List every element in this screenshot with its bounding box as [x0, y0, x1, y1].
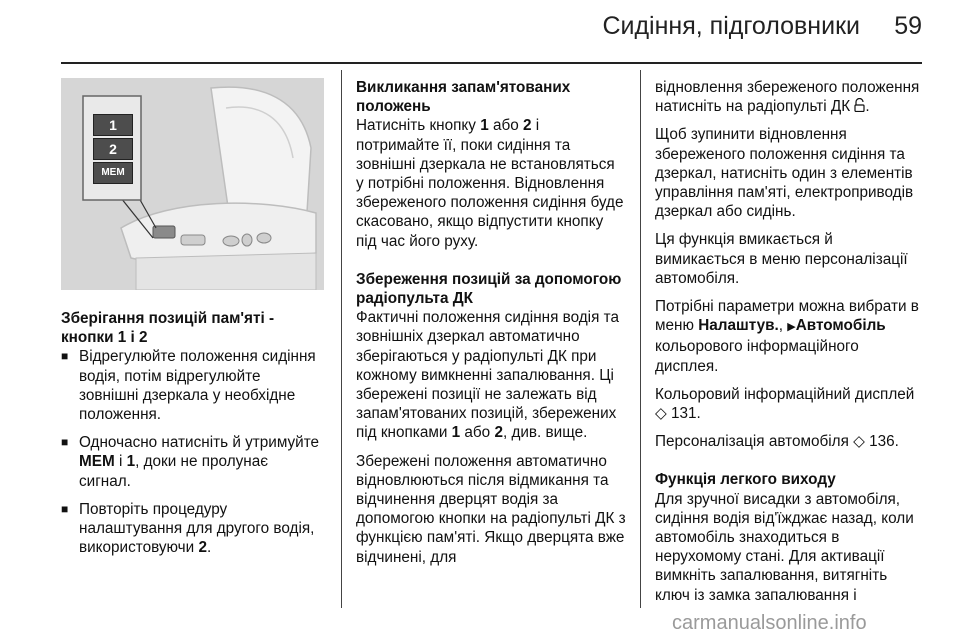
page-ref-icon: ◇: [655, 405, 667, 423]
personalization-reference: Персоналізація автомобіля ◇ 136.: [655, 433, 899, 451]
menu-arrow-icon: ▶: [787, 321, 796, 334]
section-heading-easy-exit: Функція легкого виходу: [655, 471, 836, 489]
stop-restore-paragraph: Щоб зупинити відновлення збереженого положення сидіння та дзеркал, натисніть один з елементів управління пам'яті, електроприводів дзеркал або сидінь.: [655, 126, 914, 221]
memory-button-1: 1: [93, 114, 133, 136]
column-3: [655, 78, 925, 614]
page-ref-icon: ◇: [853, 433, 865, 451]
seat-illustration: [61, 78, 324, 290]
menu-paragraph: Потрібні параметри можна вибрати в меню Налаштув., ▶Автомобіль кольорового інформаційного дисплея.: [655, 298, 919, 375]
seat-memory-figure: [61, 78, 324, 290]
step-2: ■ Одночасно натисніть й утримуйте MEM і 1, доки не пролунає сигнал.: [61, 433, 324, 491]
column-2: [356, 78, 626, 576]
page-header-title: Сидіння, підголовники: [602, 12, 860, 40]
watermark: carmanualsonline.info: [672, 612, 867, 634]
recall-paragraph: Натисніть кнопку 1 або 2 і потримайте її, поки сидіння та зовнішні дзеркала не встановляться у потрібні положення. Відновлення збереженого положення сидіння буде скасовано, якщо відпустити кнопку під час його руху.: [356, 117, 624, 250]
section-heading-remote-storage: Збереження позицій за допомогою радіопульта ДК: [356, 270, 622, 308]
column-divider-2: [640, 70, 641, 608]
step-1: ■ Відрегулюйте положення сидіння водія, потім відрегулюйте зовнішні дзеркала у необхідне положення.: [61, 347, 324, 424]
memory-button-2: 2: [93, 138, 133, 160]
column-1: [61, 78, 324, 566]
section-heading-store-memory: Зберігання позицій пам'яті - кнопки 1 і 2: [61, 310, 275, 347]
easy-exit-paragraph: Для зручної висадки з автомобіля, сидіння водія від'їжджає назад, коли автомобіль знаходиться в нерухомому стані. Для активації вимкніть запалювання, витягніть ключ із замка запалювання і: [655, 490, 914, 604]
remote-restore-continued: відновлення збереженого положення натисніть на радіопульті ДК .: [655, 79, 920, 116]
column-divider-1: [341, 70, 342, 608]
page-number: 59: [894, 12, 922, 40]
step-3: ■ Повторіть процедуру налаштування для другого водія, використовуючи 2.: [61, 500, 324, 558]
memory-button-mem: MEM: [93, 162, 133, 184]
section-heading-recall: Викликання запам'ятованих положень: [356, 79, 571, 116]
personalization-paragraph: Ця функція вмикається й вимикається в меню персоналізації автомобіля.: [655, 231, 908, 287]
display-reference: Кольоровий інформаційний дисплей ◇ 131.: [655, 385, 915, 423]
remote-unlock-icon: [854, 98, 865, 112]
remote-restore-paragraph: Збережені положення автоматично відновлюються після відмикання та відчинення дверцят водія за допомогою кнопки на радіопульті ДК з функцією пам'яті. Якщо дверцята вже відчинені, для: [356, 452, 626, 566]
header-rule: [61, 62, 922, 64]
remote-storage-paragraph: Фактичні положення сидіння водія та зовнішніх дзеркал автоматично зберігаються у радіопульті ДК при кожному вимкненні запалювання. Ці збережені позиції не залежать від запам'ятованих позицій, збережених під кнопками 1 або 2, див. вище.: [356, 309, 619, 442]
